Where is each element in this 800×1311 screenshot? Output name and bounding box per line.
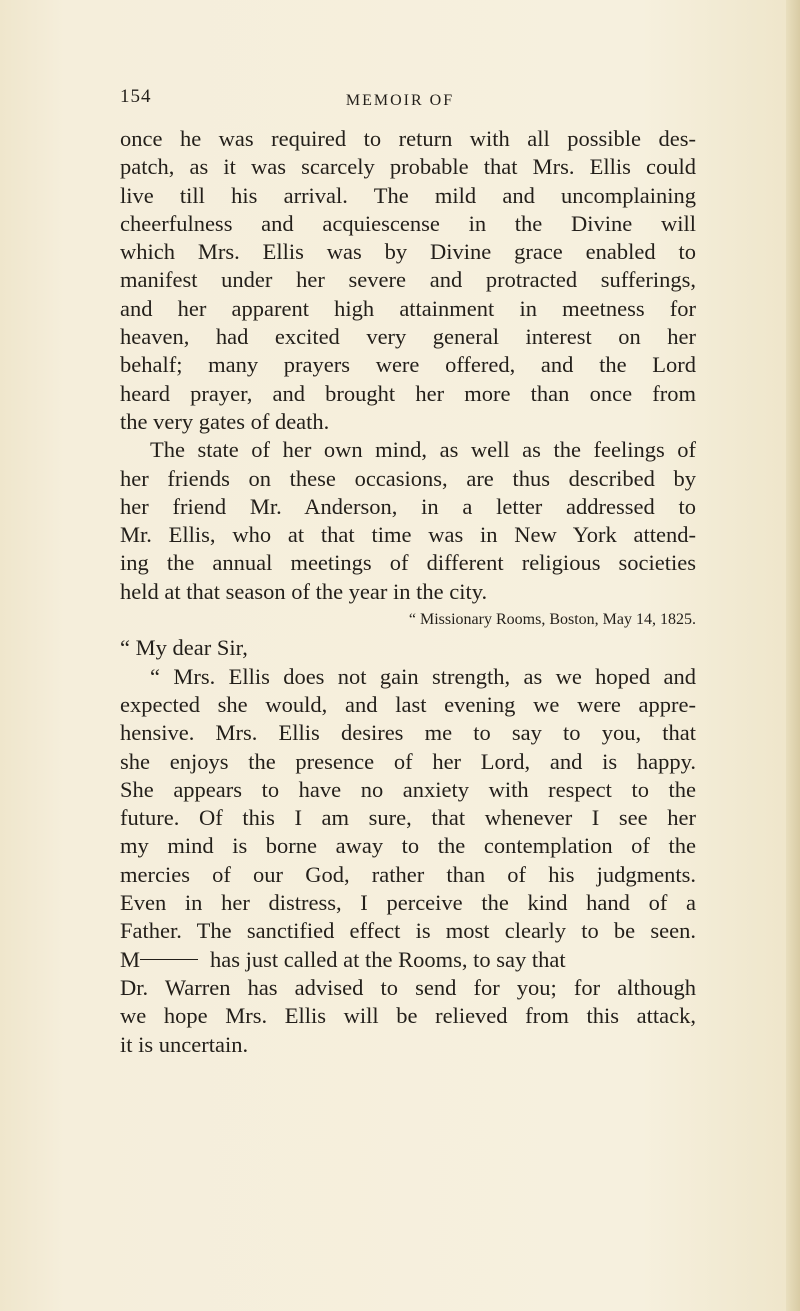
page-number: 154 [120,86,152,107]
page-edge [786,0,800,1311]
text-line: heaven, had excited very general interest on her [120,324,696,350]
text-line: future. Of this I am sure, that whenever I see her [120,805,696,831]
text-line: “ Mrs. Ellis does not gain strength, as we hoped and [150,663,696,689]
text-line: cheerfulness and acquiescense in the Divine will [120,210,696,236]
text-line: which Mrs. Ellis was by Divine grace enabled to [120,239,696,265]
letter [120,606,696,1059]
paragraph-2 [120,436,696,606]
text-line: expected she would, and last evening we were appre- [120,691,696,717]
text-line: her friends on these occasions, are thus described by [120,465,696,491]
text-line: live till his arrival. The mild and uncomplaining [120,182,696,208]
text-line: and her apparent high attainment in meetness for [120,295,696,321]
text-line: Mr. Ellis, who at that time was in New York attend- [120,522,696,548]
letter-dateline: “ Missionary Rooms, Boston, May 14, 1825. [408,611,696,629]
text-line: behalf; many prayers were offered, and the Lord [120,352,696,378]
text-line: Dr. Warren has advised to send for you; for although [120,974,696,1000]
text-line: her friend Mr. Anderson, in a letter addressed to [120,493,696,519]
text-line: we hope Mrs. Ellis will be relieved from this attack, [120,1003,696,1029]
text-line: patch, as it was scarcely probable that Mrs. Ellis could [120,154,696,180]
text-line: it is uncertain. [120,1031,249,1057]
text-line: held at that season of the year in the city. [120,578,488,604]
text-line: hensive. Mrs. Ellis desires me to say to you, that [120,720,696,746]
blank-name-line [120,946,696,974]
text-line: heard prayer, and brought her more than once from [120,380,696,406]
text-line: once he was required to return with all possible des- [120,126,696,151]
text-line: The state of her own mind, as well as the feelings of [150,437,696,463]
running-head: MEMOIR OF [345,92,455,109]
paragraph-1 [120,125,696,436]
redaction-blank [140,959,198,960]
letter-salutation: “ My dear Sir, [120,635,248,661]
page-body [120,125,696,1059]
text-line: manifest under her severe and protracted sufferings, [120,267,696,293]
page-header [0,86,800,116]
text-line: she enjoys the presence of her Lord, and is happy. [120,748,696,774]
text-line: She appears to have no anxiety with respect to the [120,776,696,802]
text-line: mercies of our God, rather than of his judgments. [120,861,696,887]
blank-line-rest: has just called at the Rooms, to say that [210,946,566,972]
text-line: the very gates of death. [120,408,330,434]
text-line: my mind is borne away to the contemplation of the [120,833,696,859]
text-line: Even in her distress, I perceive the kind hand of a [120,890,696,916]
blank-line-initial: M [120,946,141,972]
text-line: ing the annual meetings of different religious societies [120,550,696,576]
text-line: Father. The sanctified effect is most clearly to be seen. [120,918,696,944]
